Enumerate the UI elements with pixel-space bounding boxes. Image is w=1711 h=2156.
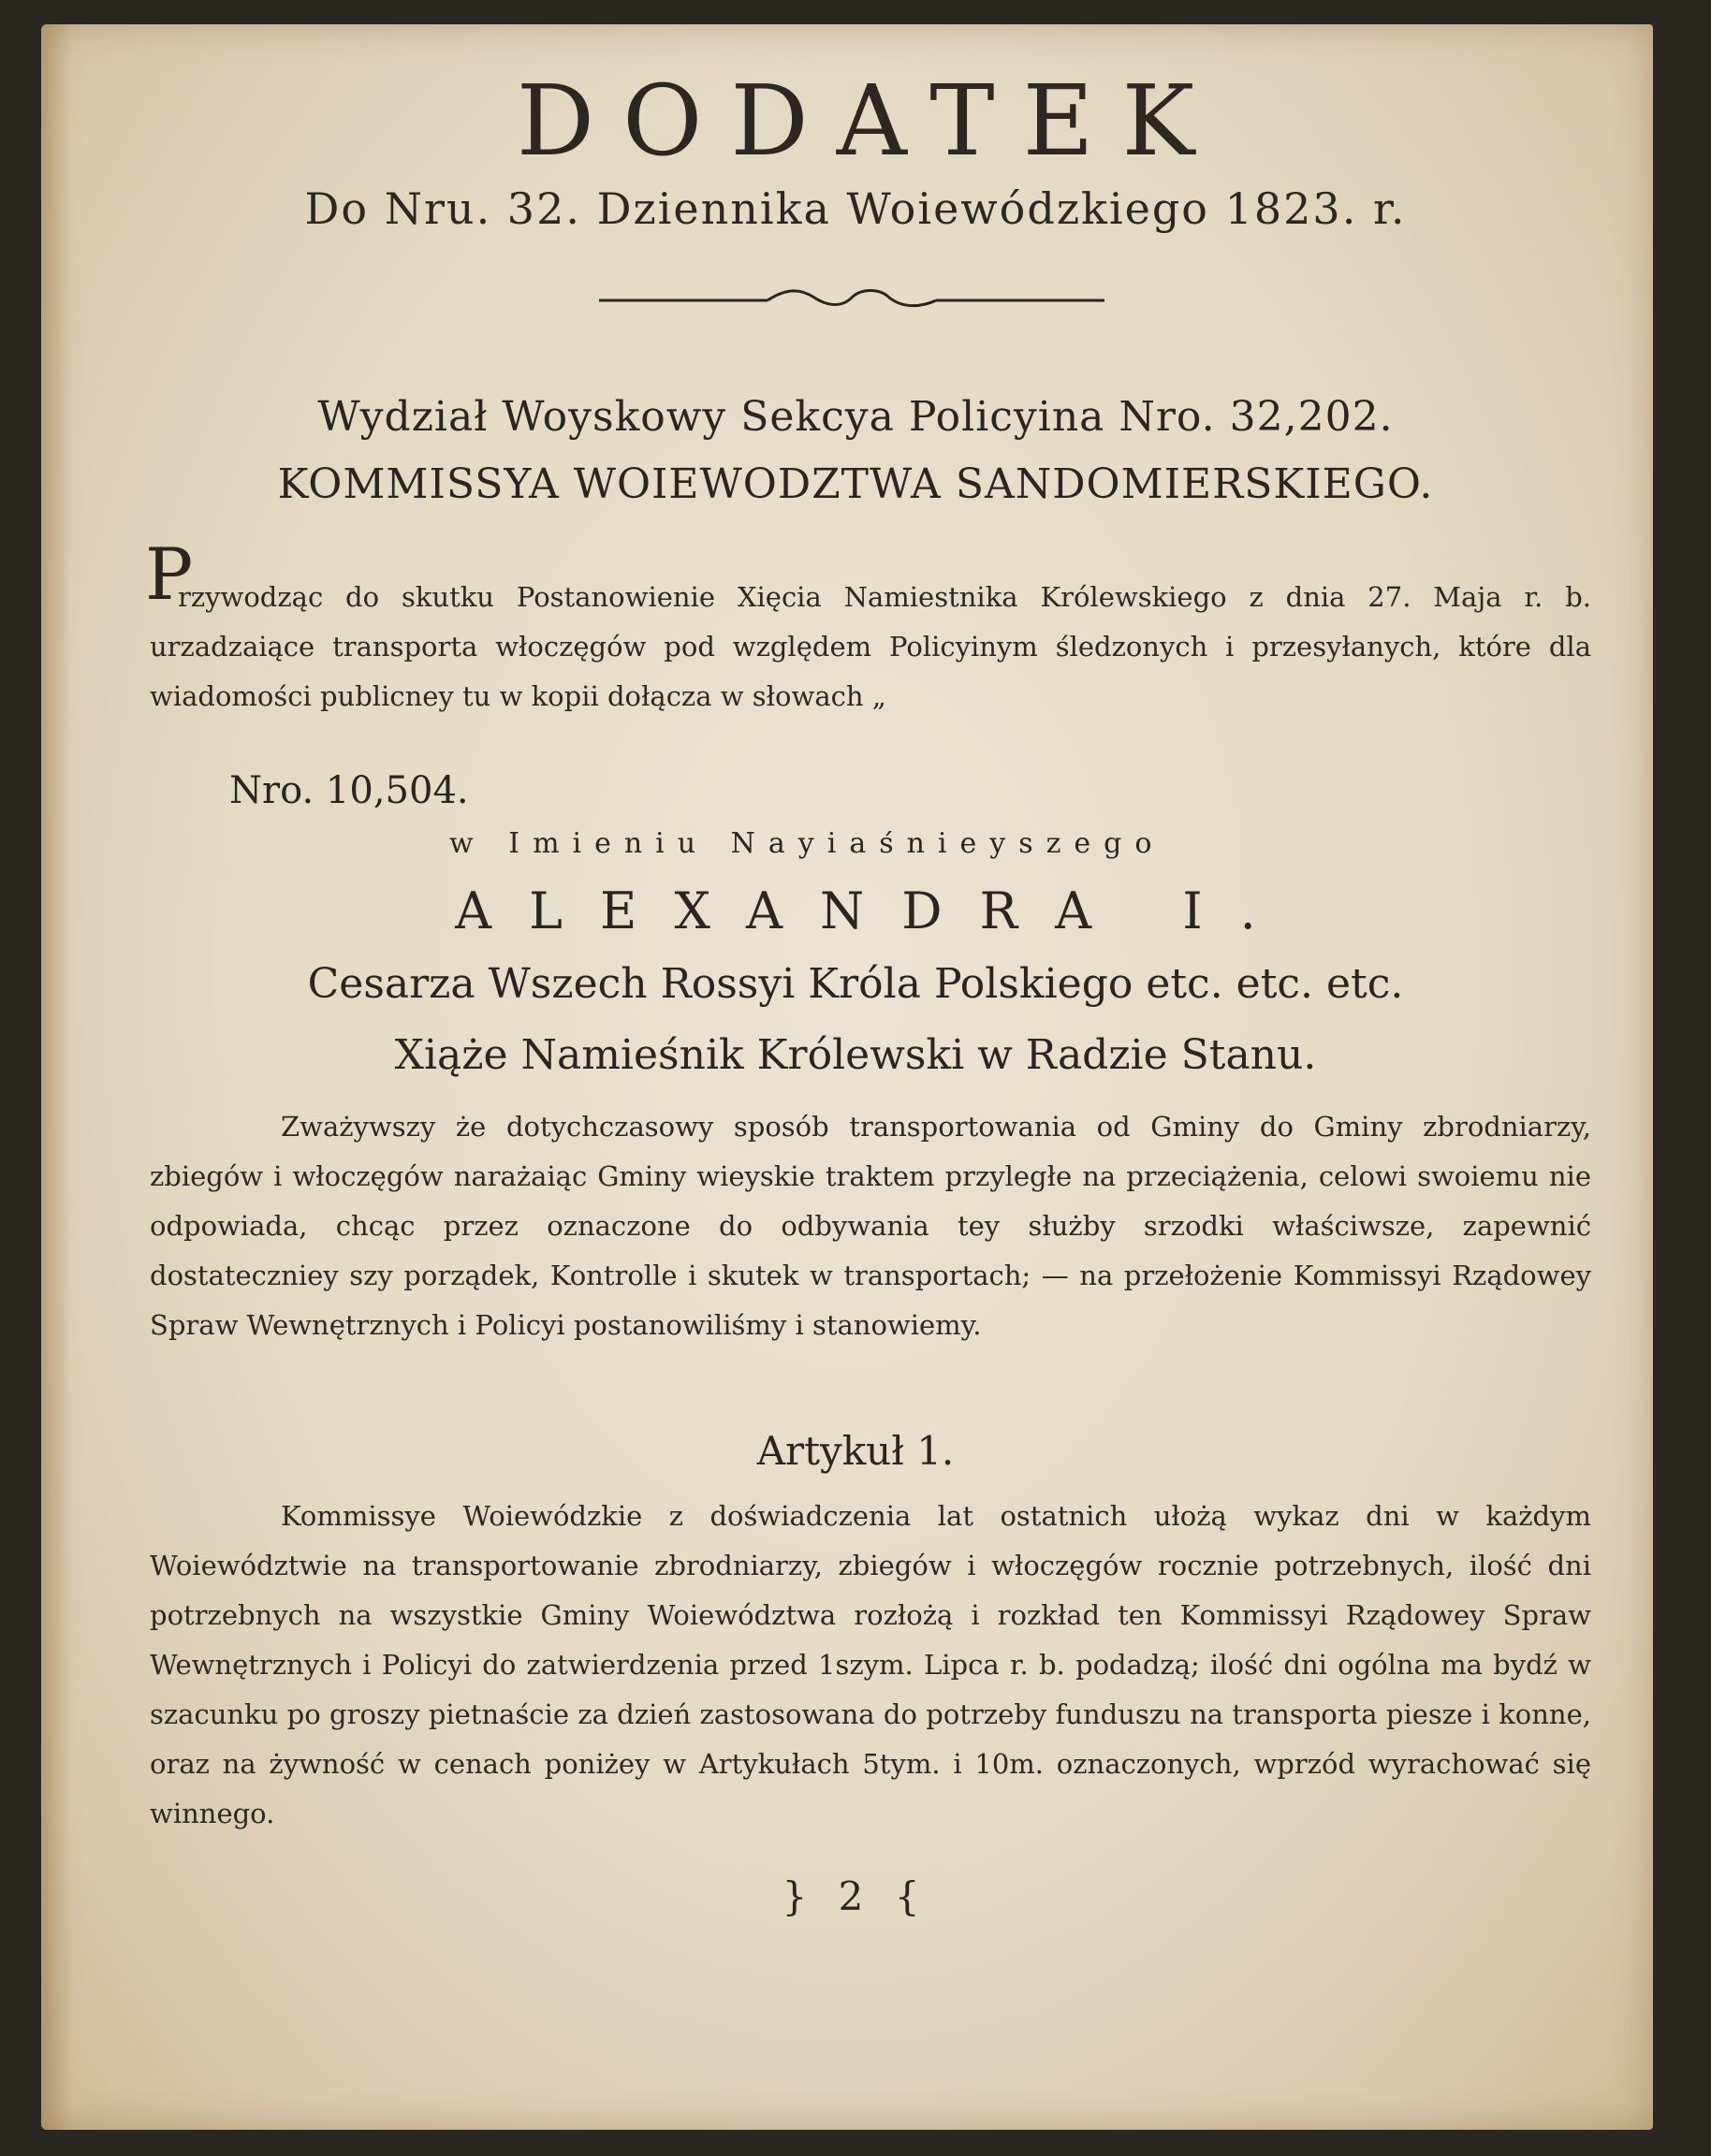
- ruler-name: ALEXANDRA I.: [455, 881, 1294, 940]
- ruler-title-line-1: Cesarza Wszech Rossyi Króla Polskiego etc. etc. etc.: [307, 960, 1404, 1008]
- drop-cap: P: [145, 532, 194, 616]
- decree-preamble: Zważywszy że dotychczasowy sposób transportowania od Gminy do Gminy zbrodniarzy, zbiegów i włoczęgów narażaiąc Gminy wieyskie traktem przyległe na przeciążenia, celowi swoiemu nie odpowiada, chcąc przez oznaczone do odbywania tey służby srzodki właściwsze, zapewnić dostateczniey szy porządek, Kontrolle i skutek w transportach; — na przełożenie Kommissyi Rządowey Spraw Wewnętrznych i Policyi postanowiliśmy i stanowiemy.: [150, 1111, 1591, 1341]
- ruler-title-line-2: Xiąże Namieśnik Królewski w Radzie Stanu.: [394, 1031, 1317, 1079]
- ornamental-rule: [599, 286, 1104, 314]
- decree-number: Nro. 10,504.: [229, 769, 469, 812]
- document-subtitle: Do Nru. 32. Dziennika Woiewódzkiego 1823. r.: [304, 183, 1407, 234]
- article-paragraph: Kommissye Woiewódzkie z doświadczenia lat ostatnich ułożą wykaz dni w każdym Woiewództwie na transportowanie zbrodniarzy, zbiegów i włoczęgów rocznie potrzebnych, ilość dni potrzebnych na wszystkie Gminy Woiewództwa rozłożą i rozkład ten Kommissyi Rządowey Spraw Wewnętrznych i Policyi do zatwierdzenia przed 1szym. Lipca r. b. podadzą; ilość dni ogólna ma bydź w szacunku po groszy pietnaście za dzień zastosowana do potrzeby funduszu na transporta piesze i konne, oraz na żywność w cenach poniżey w Artykułach 5tym. i 10m. oznaczonych, wprzód wyrachować się winnego.: [150, 1500, 1591, 1829]
- commission-heading: KOMMISSYA WOIEWODZTWA SANDOMIERSKIEGO.: [277, 460, 1434, 508]
- intro-paragraph: rzywodząc do skutku Postanowienie Xięcia Namiestnika Królewskiego z dnia 27. Maja r. b. urzadzaiące transporta włoczęgów pod względem Policyinym śledzonych i przesyłanych, które dla wiadomości publicney tu w kopii dołącza w słowach „: [150, 581, 1591, 712]
- article-heading: Artykuł 1.: [756, 1428, 955, 1474]
- document-title: DODATEK: [516, 64, 1223, 178]
- department-heading: Wydział Woyskowy Sekcya Policyina Nro. 32,202.: [317, 393, 1394, 441]
- decree-invocation: w Imieniu Nayiaśnieyszego: [449, 827, 1165, 860]
- page-number: } 2 {: [782, 1873, 929, 1919]
